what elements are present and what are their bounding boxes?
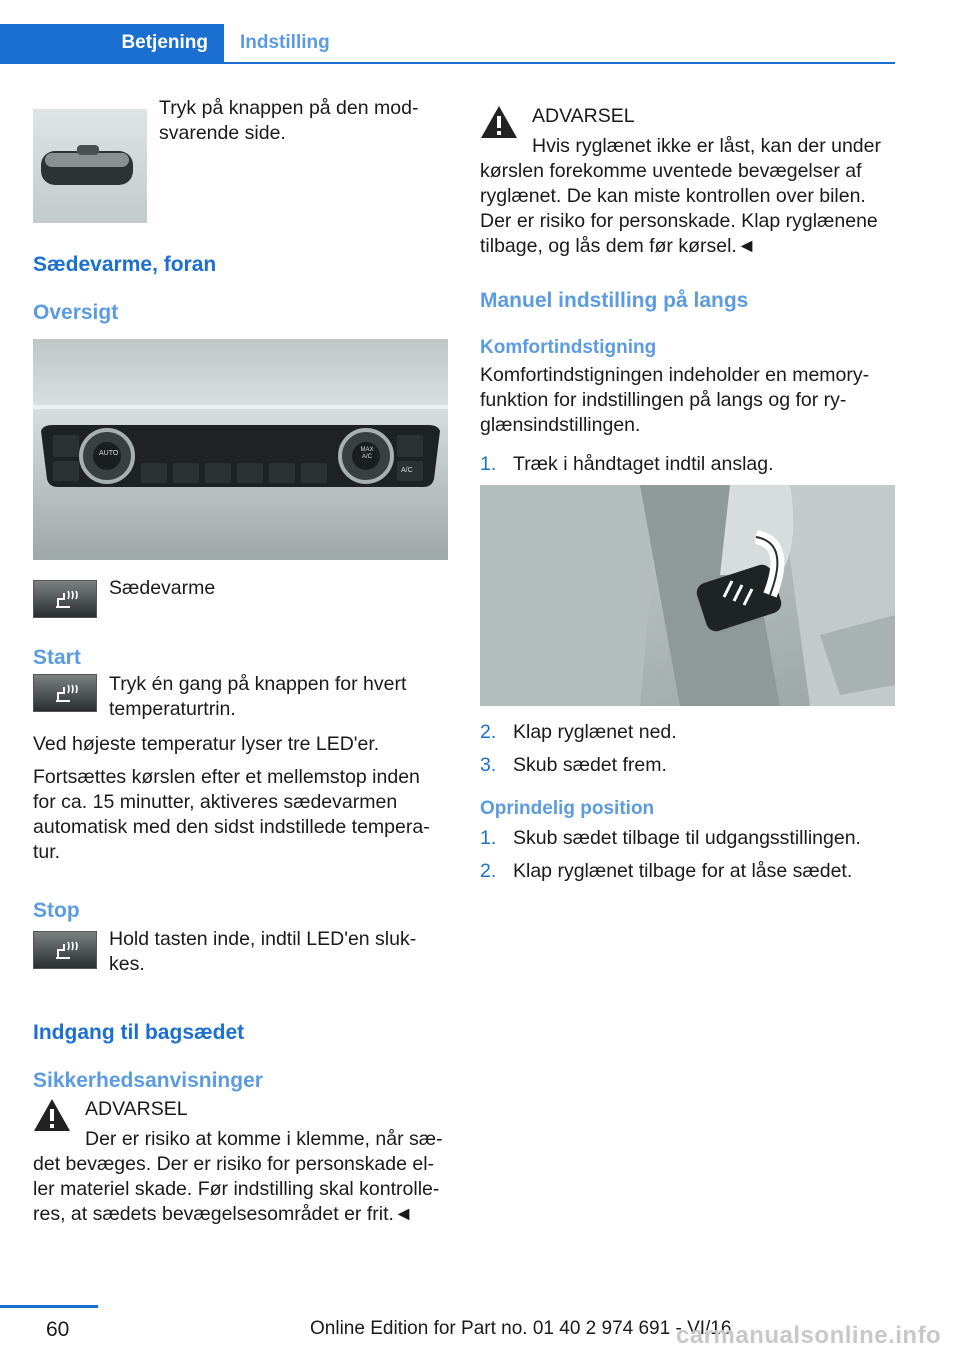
safety-title: Sikkerhedsanvisninger <box>33 1069 263 1092</box>
section-rear-entry-title: Indgang til bagsædet <box>33 1021 245 1044</box>
edition-text: Online Edition for Part no. 01 40 2 974 691 - VI/16 <box>310 1318 732 1339</box>
panel-label-auto: AUTO <box>99 450 119 457</box>
seat-heating-icon <box>33 674 97 712</box>
watermark: carmanualsonline.info <box>676 1322 942 1349</box>
panel-label-ac: A/C <box>401 467 413 474</box>
tab-betjening[interactable]: Betjening <box>0 24 224 62</box>
header-tabs <box>0 24 895 64</box>
start-title: Start <box>33 646 81 669</box>
button-photo <box>33 109 147 223</box>
warning-label: ADVARSEL <box>85 1098 188 1120</box>
steps-list-3 <box>480 826 895 884</box>
warning-text: Der er risiko at komme i klemme, når sæ-det bevæges. Der er risiko for personskade el-ler materiel skade. Før indstilling skal kontrolle-res, at sædets bevægelsesområdet er frit.◄ <box>33 1128 443 1225</box>
stop-text: Hold tasten inde, indtil LED'en sluk-kes. <box>109 928 417 975</box>
seat-lever-image <box>480 485 895 706</box>
list-item: 3. Skub sædet frem. <box>480 754 667 776</box>
steps-list-1 <box>480 452 895 477</box>
overview-title: Oversigt <box>33 301 119 324</box>
list-item: 2. Klap ryglænet ned. <box>480 721 677 743</box>
manual-adjust-title: Manuel indstilling på langs <box>480 289 749 312</box>
steps-list-2 <box>480 720 895 778</box>
left-column <box>33 96 448 1227</box>
seat-button-image <box>33 109 147 223</box>
original-position-title: Oprindelig position <box>480 798 655 819</box>
climate-panel-image <box>33 339 448 560</box>
right-column <box>480 104 895 892</box>
seat-heating-icon <box>33 580 97 618</box>
section-seat-heating-title: Sædevarme, foran <box>33 253 217 276</box>
panel-label-max: MAX A/C <box>360 447 374 460</box>
list-item: 1. Skub sædet tilbage til udgangsstillingen. <box>480 827 861 849</box>
footer-rule <box>0 1305 98 1308</box>
stop-title: Stop <box>33 899 80 922</box>
warning-text: Hvis ryglænet ikke er låst, kan der under kørslen forekomme uventede bevægelser af ryglænet. De kan miste kontrollen over bilen. Der er risiko for personskade. Klap ryglænene tilbage, og lås dem før kørsel.◄ <box>480 135 881 257</box>
page-number: 60 <box>46 1318 70 1341</box>
list-item: 1. Træk i håndtaget indtil anslag. <box>480 453 774 475</box>
list-item: 2. Klap ryglænet tilbage for at låse sædet. <box>480 860 853 882</box>
comfort-entry-title: Komfortindstigning <box>480 337 657 358</box>
press-button-text: Tryk på knappen på den mod-svarende side. <box>159 97 419 144</box>
climate-panel-svg <box>33 339 448 560</box>
start-text: Tryk én gang på knappen for hvert temperaturtrin. <box>109 673 407 720</box>
warning-icon <box>33 1097 71 1133</box>
warning-label: ADVARSEL <box>532 105 635 127</box>
led-text: Ved højeste temperatur lyser tre LED'er. <box>33 733 380 755</box>
continue-text: Fortsættes kørslen efter et mellemstop inden for ca. 15 minutter, aktiveres sædevarmen automatisk med den sidst indstillede tempera-tur. <box>33 766 430 863</box>
warning-icon <box>480 104 518 140</box>
tab-indstilling[interactable]: Indstilling <box>240 32 330 53</box>
comfort-text: Komfortindstigningen indeholder en memory-funktion for indstillingen på langs og for ry-glænsindstillingen. <box>480 364 870 436</box>
seat-heating-icon <box>33 931 97 969</box>
seat-heating-caption: Sædevarme <box>109 577 216 599</box>
